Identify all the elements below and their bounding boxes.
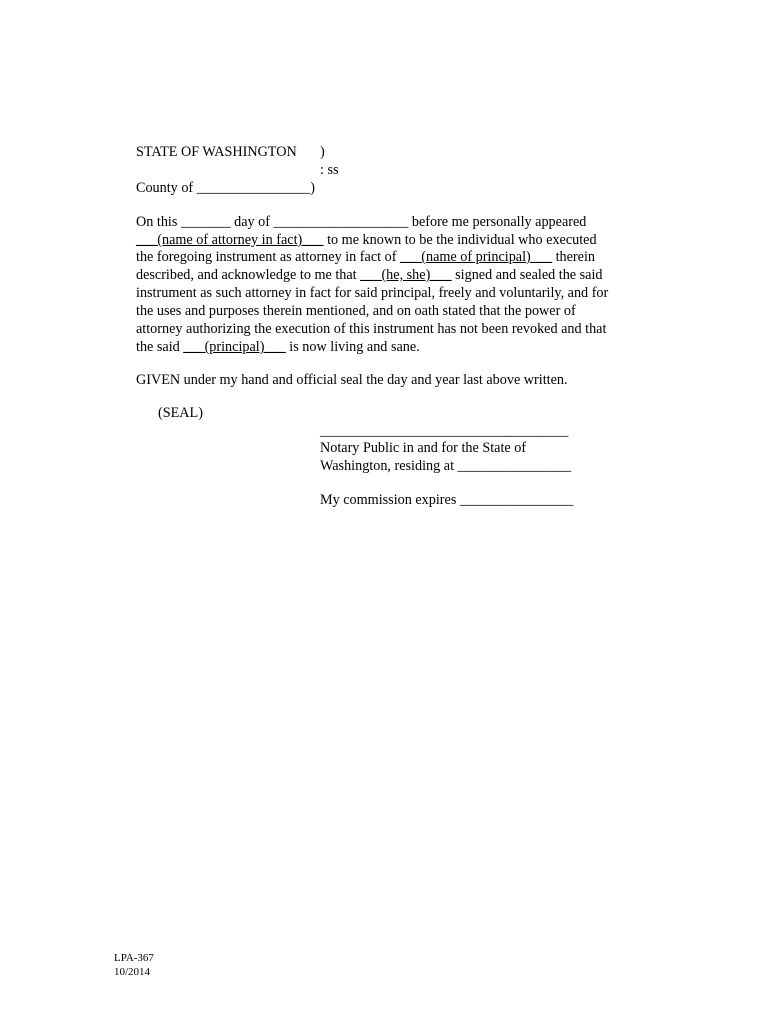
paragraph-text: is now living and sane. [285, 339, 420, 355]
form-date: 10/2014 [114, 966, 151, 978]
state-paren: ) [320, 144, 325, 160]
paragraph-line [136, 338, 420, 356]
paragraph-line: attorney authorizing the execution of this instrument has not been revoked and that [136, 321, 607, 337]
form-number: LPA-367 [114, 952, 154, 964]
principal-name-blank: ___(name of principal)___ [399, 249, 553, 265]
paragraph-line [136, 248, 595, 266]
signature-line: ___________________________________ [320, 423, 569, 439]
paragraph-line [136, 266, 603, 284]
paragraph-line: instrument as such attorney in fact for said principal, freely and voluntarily, and for [136, 285, 609, 301]
pronoun-blank: ___(he, she)___ [360, 267, 452, 283]
paragraph-text: the foregoing instrument as attorney in fact of [136, 249, 400, 265]
paragraph-text: described, and acknowledge to me that [136, 267, 361, 283]
given-statement: GIVEN under my hand and official seal the day and year last above written. [136, 372, 568, 388]
paragraph-line [136, 231, 597, 249]
paragraph-text: to me known to be the individual who executed [323, 232, 597, 248]
state-label: STATE OF WASHINGTON [136, 144, 297, 160]
paragraph-text: signed and sealed the said [451, 267, 603, 283]
notary-line-2: Washington, residing at ________________ [320, 458, 572, 474]
commission-expires: My commission expires ________________ [320, 492, 574, 508]
seal-label: (SEAL) [158, 405, 203, 421]
notary-line-1: Notary Public in and for the State of [320, 440, 527, 456]
attorney-name-blank: ___(name of attorney in fact)___ [136, 232, 324, 248]
paragraph-line: On this _______ day of ___________________ before me personally appeared [136, 214, 587, 230]
paragraph-line: the uses and purposes therein mentioned, and on oath stated that the power of [136, 303, 576, 319]
county-label: County of ________________) [136, 180, 315, 196]
ss-label: : ss [320, 162, 339, 178]
paragraph-text: therein [552, 249, 595, 265]
principal-blank: ___(principal)___ [183, 339, 286, 355]
paragraph-text: the said [136, 339, 184, 355]
